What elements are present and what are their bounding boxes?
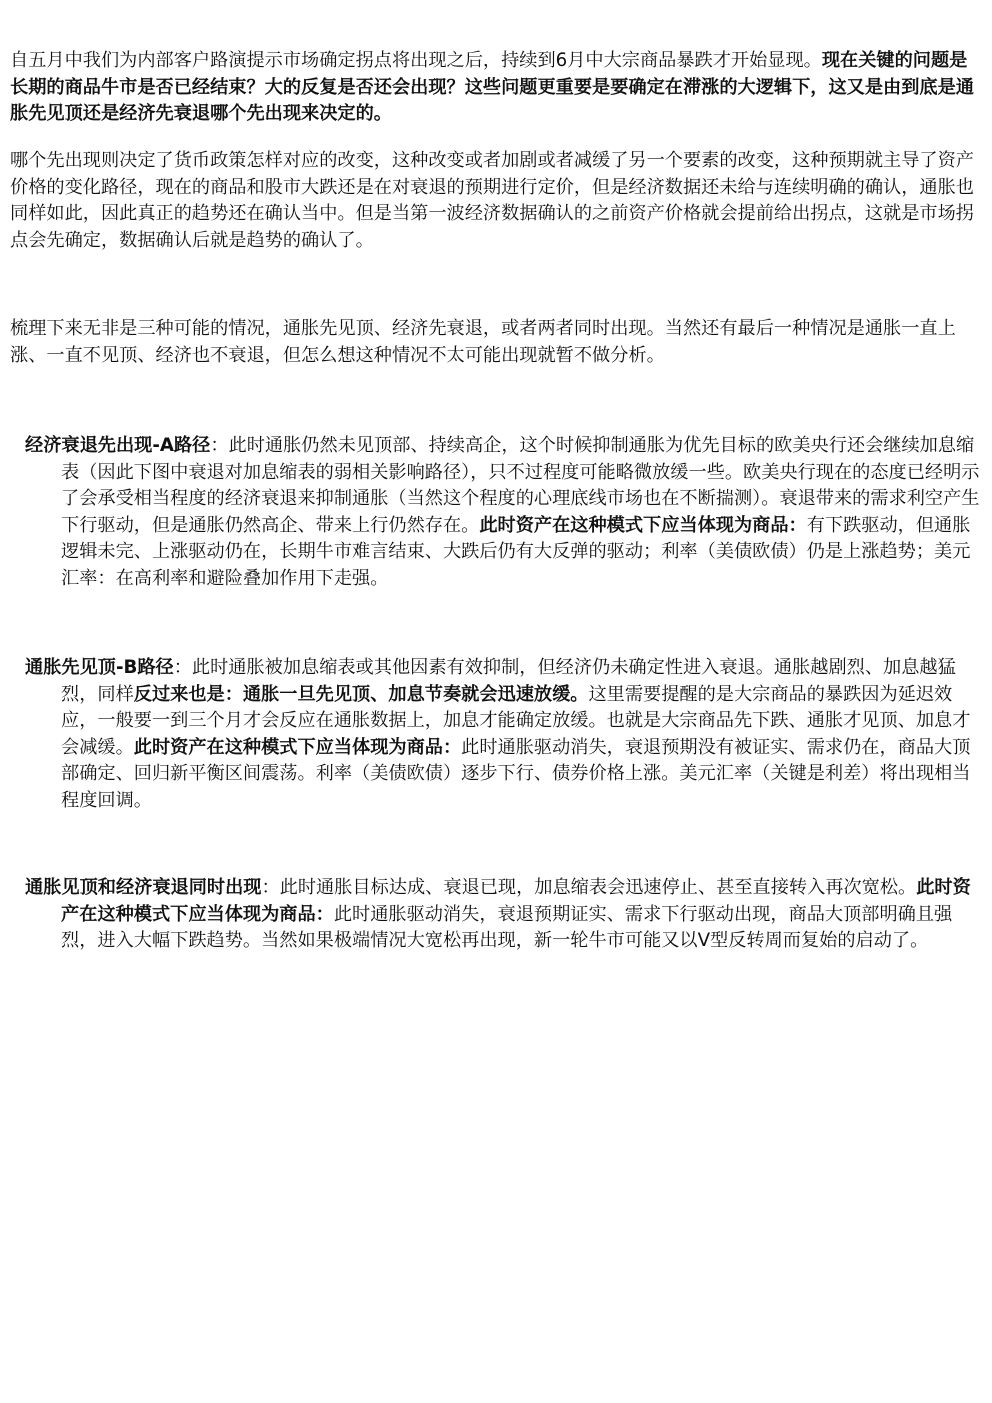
path-c-bold-2: 此时资产在这种模式下应当体现为商品： (61, 877, 971, 925)
path-b-title: 通胀先见顶-B路径 (25, 657, 174, 678)
path-c-text-2: 此时通胀驱动消失，衰退预期证实、需求下行驱动出现，商品大顶部明确且强烈，进入大幅下跌趋势。当然如果极端情况大宽松再出现，新一轮牛市可能又以V型反转周而复始的启动了。 (61, 903, 953, 951)
path-c-item (25, 875, 981, 955)
path-b-text-2: 这里需要提醒的是大宗商品的暴跌因为延迟效应，一般要一到三个月才会反应在通胀数据上，加息才能确定放缓。也就是大宗商品先下跌、通胀才见顶、加息才会减缓。 (61, 683, 971, 758)
policy-paragraph (10, 148, 974, 254)
path-b-item (25, 655, 981, 814)
policy-text: 哪个先出现则决定了货币政策怎样对应的改变，这种改变或者加剧或者减缓了另一个要素的改变，这种预期就主导了资产价格的变化路径，现在的商品和股市大跌还是在对衰退的预期进行定价，但是经济数据还未给与连续明确的确认，通胀也同样如此，因此真正的趋势还在确认当中。但是当第一波经济数据确认的之前资产价格就会提前给出拐点，这就是市场拐点会先确定，数据确认后就是趋势的确认了。 (10, 150, 974, 251)
scenarios-paragraph (10, 316, 974, 369)
path-a-text-2: 有下跌驱动，但通胀逻辑未完、上涨驱动仍在，长期牛市难言结束、大跌后仍有大反弹的驱动；利率（美债欧债）仍是上涨趋势；美元汇率：在高利率和避险叠加作用下走强。 (61, 514, 971, 589)
path-b-text-1: ：此时通胀被加息缩表或其他因素有效抑制，但经济仍未确定性进入衰退。通胀越剧烈、加息越猛烈，同样 (61, 657, 956, 705)
intro-bold-text: 现在关键的问题是长期的商品牛市是否已经结束？大的反复是否还会出现？这些问题更重要是要确定在滞涨的大逻辑下，这又是由到底是通胀先见顶还是经济先衰退哪个先出现来决定的。 (10, 50, 974, 124)
path-a-title: 经济衰退先出现-A路径 (25, 435, 211, 456)
path-a-text-1: ：此时通胀仍然未见顶部、持续高企，这个时候抑制通胀为优先目标的欧美央行还会继续加息缩表（因此下图中衰退对加息缩表的弱相关影响路径），只不过程度可能略微放缓一些。欧美央行现在的态度已经明示了会承受相当程度的经济衰退来抑制通胀（当然这个程度的心理底线市场也在不断揣测）。衰退带来的需求利空产生下行驱动，但是通胀仍然高企、带来上行仍然存在。 (61, 435, 980, 536)
path-b-bold-1: 反过来也是：通胀一旦先见顶、加息节奏就会迅速放缓。 (133, 683, 589, 705)
path-a-bold-2: 此时资产在这种模式下应当体现为商品： (479, 514, 807, 536)
path-c-title: 通胀见顶和经济衰退同时出现 (25, 877, 262, 898)
path-b-text-3: 此时通胀驱动消失，衰退预期没有被证实、需求仍在，商品大顶部确定、回归新平衡区间震荡。利率（美债欧债）逐步下行、债券价格上涨。美元汇率（关键是利差）将出现相当程度回调。 (61, 736, 971, 811)
path-c-text-1: ：此时通胀目标达成、衰退已现，加息缩表会迅速停止、甚至直接转入再次宽松。 (261, 877, 917, 898)
intro-paragraph (10, 48, 974, 128)
path-a-item (25, 433, 981, 592)
scenarios-text: 梳理下来无非是三种可能的情况，通胀先见顶、经济先衰退，或者两者同时出现。当然还有最后一种情况是通胀一直上涨、一直不见顶、经济也不衰退，但怎么想这种情况不太可能出现就暂不做分析。 (10, 318, 956, 366)
intro-normal-text: 自五月中我们为内部客户路演提示市场确定拐点将出现之后，持续到6月中大宗商品暴跌才开始显现。 (10, 50, 822, 71)
path-b-bold-2: 此时资产在这种模式下应当体现为商品： (133, 736, 462, 758)
